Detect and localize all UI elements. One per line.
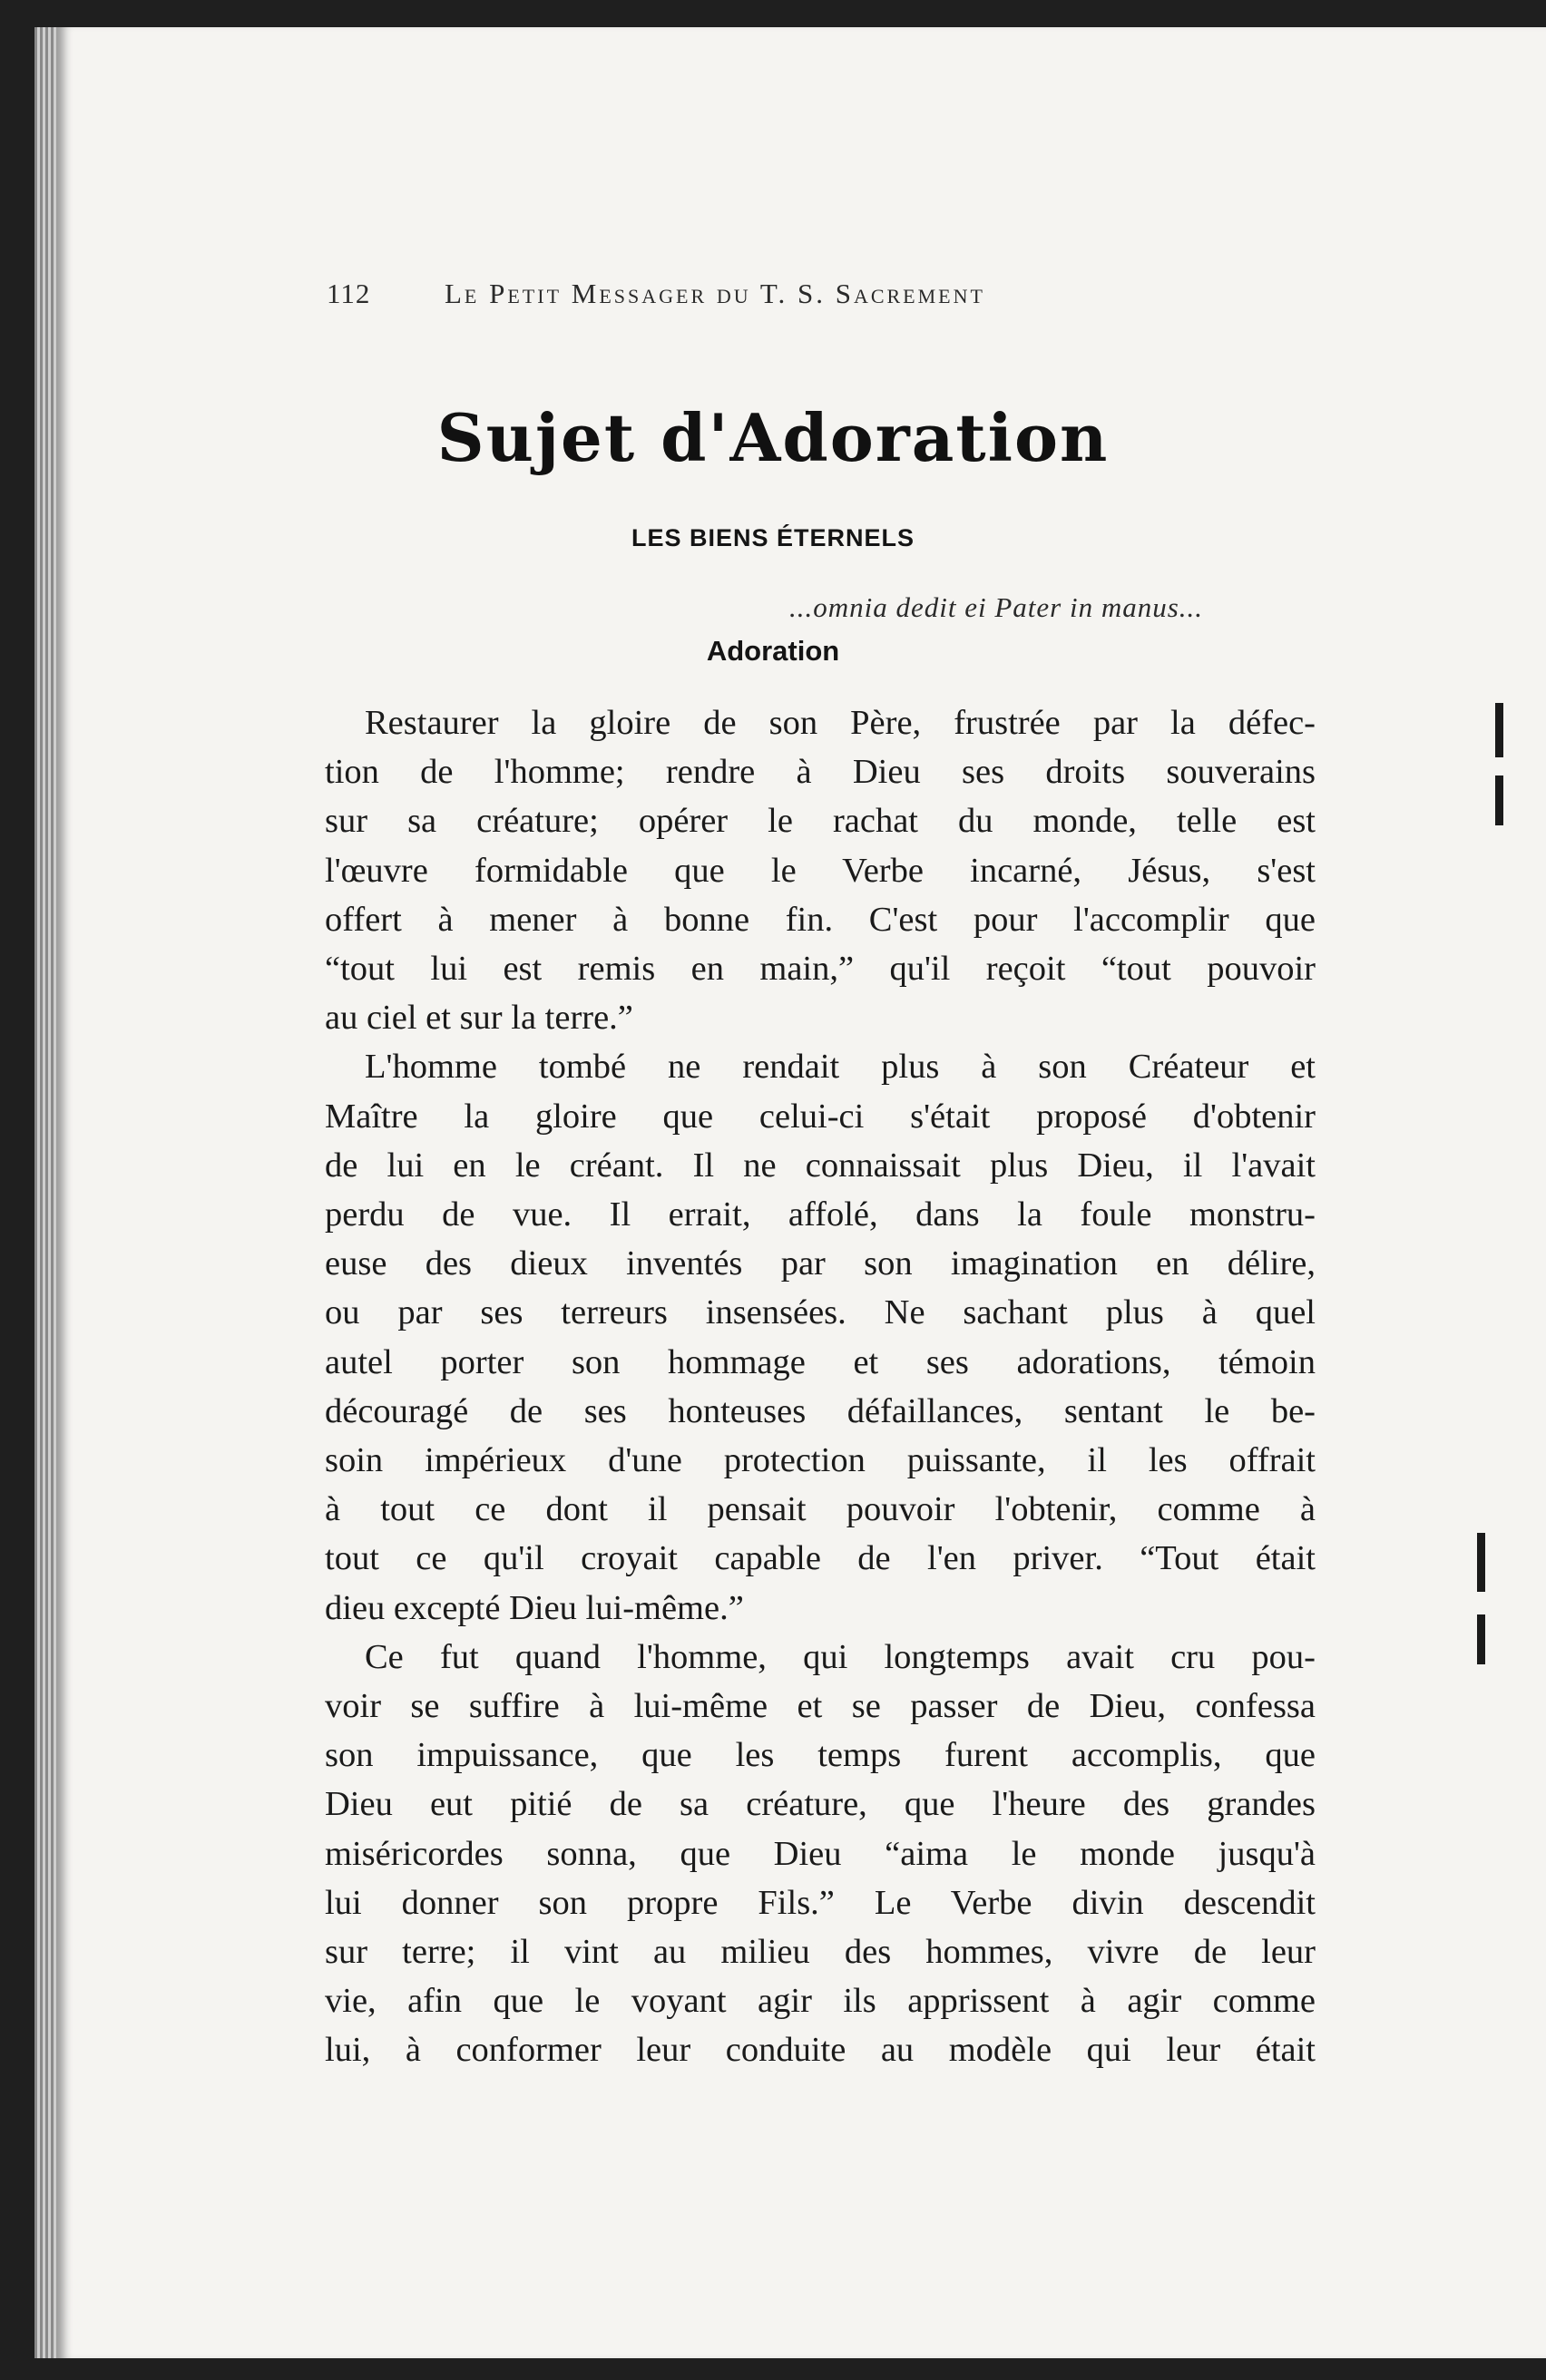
text-line: au ciel et sur la terre.” (325, 999, 633, 1038)
text-line: découragé de ses honteuses défaillances, sentant le be- (325, 1391, 1316, 1430)
text-line: voir se suffire à lui-même et se passer de Dieu, confessa (325, 1687, 1316, 1726)
text-line: sur terre; il vint au milieu des hommes, vivre de leur (325, 1933, 1316, 1972)
text-line: soin impérieux d'une protection puissante, il les offrait (325, 1441, 1316, 1480)
text-line: “tout lui est remis en main,” qu'il reçoit “tout pouvoir (325, 950, 1316, 989)
body-text (325, 698, 1316, 2075)
text-line: l'œuvre formidable que le Verbe incarné, Jésus, s'est (325, 851, 1316, 890)
section-heading: Adoration (706, 635, 840, 667)
article-title: Sujet d'Adoration (436, 399, 1110, 476)
text-line: de lui en le créant. Il ne connaissait plus Dieu, il l'avait (325, 1146, 1316, 1185)
binding-mark (1477, 1614, 1485, 1664)
text-line: Dieu eut pitié de sa créature, que l'heure des grandes (325, 1785, 1316, 1824)
text-line: tion de l'homme; rendre à Dieu ses droits souverains (325, 753, 1316, 792)
text-line: ou par ses terreurs insensées. Ne sachant plus à quel (325, 1293, 1316, 1332)
text-line: Ce fut quand l'homme, qui longtemps avait cru pou- (365, 1637, 1316, 1676)
text-line: perdu de vue. Il errait, affolé, dans la foule monstru- (325, 1195, 1316, 1234)
text-line: tout ce qu'il croyait capable de l'en priver. “Tout était (325, 1539, 1316, 1578)
paragraph-1 (325, 698, 1316, 1042)
text-line: lui, à conformer leur conduite au modèle qui leur était (325, 2031, 1316, 2070)
text-line: lui donner son propre Fils.” Le Verbe divin descendit (325, 1883, 1316, 1922)
epigraph: ...omnia dedit ei Pater in manus... (789, 591, 1204, 623)
running-header (327, 278, 1234, 310)
text-line: dieu excepté Dieu lui-même.” (325, 1588, 744, 1627)
binding-mark (1477, 1533, 1485, 1592)
text-line: autel porter son hommage et ses adorations, témoin (325, 1342, 1316, 1381)
paragraph-2 (325, 1042, 1316, 1632)
text-line: Restaurer la gloire de son Père, frustrée par la défec- (365, 704, 1316, 742)
page-number: 112 (327, 278, 371, 309)
text-line: vie, afin que le voyant agir ils apprissent à agir comme (325, 1982, 1316, 2021)
text-line: L'homme tombé ne rendait plus à son Créateur et (365, 1048, 1316, 1087)
binding-mark (1495, 703, 1503, 757)
text-line: à tout ce dont il pensait pouvoir l'obtenir, comme à (325, 1490, 1316, 1529)
running-title: Le Petit Messager du T. S. Sacrement (445, 278, 985, 309)
article-subtitle: LES BIENS ÉTERNELS (631, 524, 915, 551)
text-line: euse des dieux inventés par son imagination en délire, (325, 1244, 1316, 1283)
binding-mark (1495, 775, 1503, 825)
text-line: sur sa créature; opérer le rachat du monde, telle est (325, 802, 1316, 841)
text-line: son impuissance, que les temps furent accomplis, que (325, 1736, 1316, 1775)
paragraph-3 (325, 1633, 1316, 2075)
text-line: offert à mener à bonne fin. C'est pour l'accomplir que (325, 900, 1316, 939)
text-line: miséricordes sonna, que Dieu “aima le monde jusqu'à (325, 1834, 1316, 1873)
text-line: Maître la gloire que celui-ci s'était proposé d'obtenir (325, 1097, 1316, 1136)
